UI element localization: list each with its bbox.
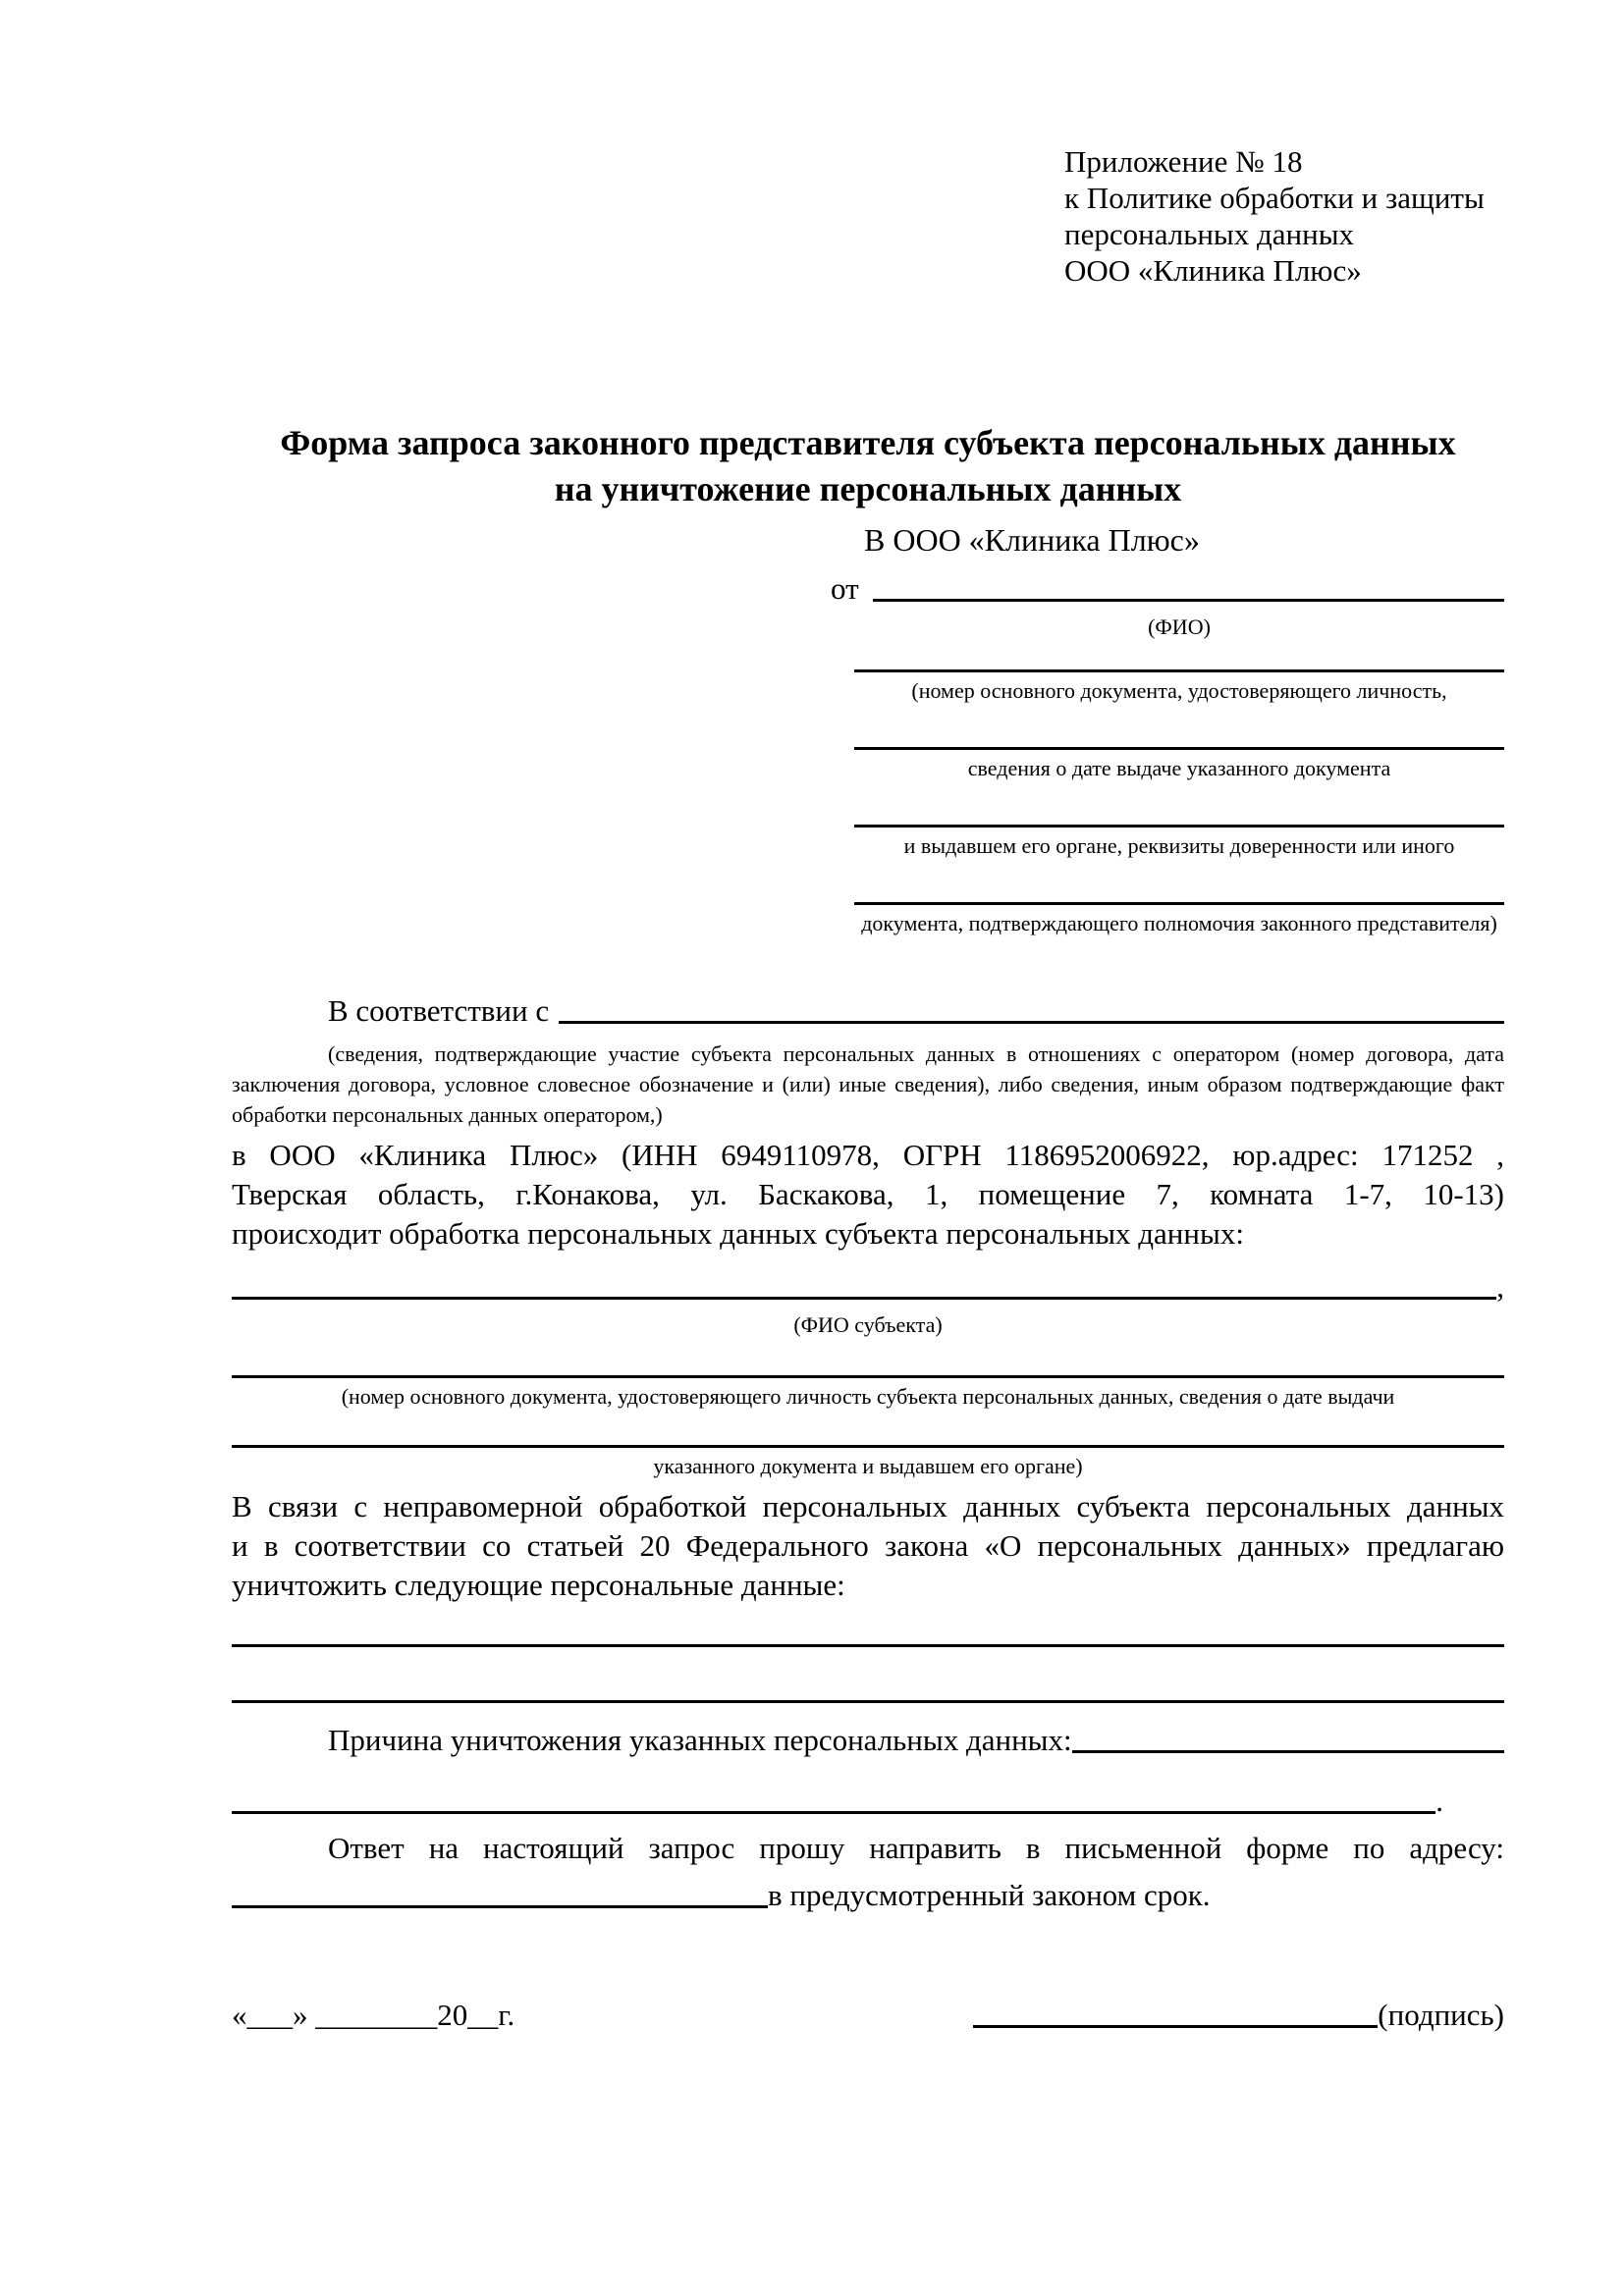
- demand-paragraph-line: уничтожить следующие персональные данные:: [232, 1568, 845, 1602]
- operator-paragraph: [232, 1136, 1504, 1254]
- accordance-field-line: [559, 1021, 1504, 1024]
- subject-doc-caption-2: указанного документа и выдавшем его органе): [653, 1454, 1083, 1478]
- accordance-note: [232, 1039, 1504, 1130]
- representative-doc-field-line: [854, 902, 1504, 905]
- reason-label: Причина уничтожения указанных персональных данных:: [328, 1723, 1072, 1757]
- fio-caption: (ФИО): [1148, 614, 1211, 639]
- appendix-line: к Политике обработки и защиты: [1064, 181, 1485, 215]
- demand-paragraph-line: В связи с неправомерной обработкой персональных данных субъекта персональных данных: [232, 1489, 1504, 1523]
- data-to-destroy-field-line: [232, 1644, 1504, 1647]
- reason-row: [232, 1721, 1504, 1760]
- demand-paragraph-line: и в соответствии со статьей 20 Федерального закона «О персональных данных» предлагаю: [232, 1528, 1504, 1563]
- data-to-destroy-field-line: [232, 1700, 1504, 1703]
- subject-fio-field-line: [232, 1297, 1496, 1300]
- subject-doc-field-line: [232, 1445, 1504, 1448]
- appendix-line: ООО «Клиника Плюс»: [1064, 253, 1362, 288]
- accordance-label: В соответствии с: [328, 993, 550, 1028]
- note-line: обработки персональных данных оператором,): [232, 1102, 663, 1127]
- reply-paragraph: Ответ на настоящий запрос прошу направить в письменной форме по адресу:: [328, 1831, 1504, 1865]
- subject-fio-caption: (ФИО субъекта): [793, 1312, 943, 1337]
- form-title: [232, 420, 1504, 512]
- appendix-line: Приложение № 18: [1064, 144, 1303, 179]
- demand-paragraph: [232, 1487, 1504, 1605]
- from-row: [831, 569, 1504, 609]
- trailing-period: .: [1435, 1784, 1443, 1818]
- doc-caption-1: (номер основного документа, удостоверяющего личность,: [911, 678, 1447, 703]
- reason-continuation-row: [232, 1782, 1504, 1821]
- subject-doc-field-line: [232, 1375, 1504, 1378]
- operator-paragraph-line: происходит обработка персональных данных субъекта персональных данных:: [232, 1216, 1244, 1251]
- appendix-block: [1064, 143, 1504, 289]
- reason-field-line: [1072, 1750, 1504, 1753]
- form-title-line1: Форма запроса законного представителя субъекта персональных данных: [280, 423, 1456, 462]
- addressee-fields: [854, 614, 1504, 936]
- from-label: от: [831, 571, 859, 606]
- note-line: (сведения, подтверждающие участие субъекта персональных данных в отношениях с оператором (номер договора, дата: [328, 1041, 1504, 1066]
- reply-address-row: [232, 1876, 1504, 1915]
- form-title-line2: на уничтожение персональных данных: [554, 469, 1182, 508]
- signature-field-line: [973, 2025, 1378, 2028]
- operator-paragraph-line: Тверская область, г.Конакова, ул. Баскакова, 1, помещение 7, комната 1-7, 10-13): [232, 1177, 1504, 1211]
- doc-caption-2: сведения о дате выдаче указанного документа: [967, 756, 1391, 780]
- representative-fio-field-line: [873, 599, 1504, 602]
- subject-doc-caption-1: (номер основного документа, удостоверяющего личность субъекта персональных данных, сведения о дате выдачи: [341, 1384, 1395, 1409]
- addressee-organization: В ООО «Клиника Плюс»: [864, 522, 1200, 558]
- representative-doc-field-line: [854, 669, 1504, 672]
- reply-address-field-line: [232, 1905, 768, 1908]
- accordance-row: [232, 991, 1504, 1031]
- note-line: заключения договора, условное словесное обозначение и (или) иные сведения), либо сведения, иным образом подтверждающие факт: [232, 1072, 1504, 1096]
- doc-caption-3: и выдавшем его органе, реквизиты доверенности или иного: [903, 833, 1455, 858]
- trailing-comma: ,: [1496, 1269, 1504, 1304]
- representative-doc-field-line: [854, 747, 1504, 750]
- operator-paragraph-line: в ООО «Клиника Плюс» (ИНН 6949110978, ОГРН 1186952006922, юр.адрес: 171252 ,: [232, 1138, 1504, 1172]
- reply-tail-text: в предусмотренный законом срок.: [768, 1878, 1211, 1912]
- representative-doc-field-line: [854, 825, 1504, 828]
- doc-caption-4: документа, подтверждающего полномочия законного представителя): [861, 911, 1497, 935]
- date-field: «___» ________20__г.: [232, 1998, 515, 2032]
- reason-field-line: [232, 1811, 1435, 1814]
- subject-fio-row: [232, 1267, 1504, 1307]
- appendix-line: персональных данных: [1064, 217, 1355, 251]
- signature-caption: (подпись): [1378, 1998, 1504, 2032]
- footer-row: [232, 1996, 1504, 2035]
